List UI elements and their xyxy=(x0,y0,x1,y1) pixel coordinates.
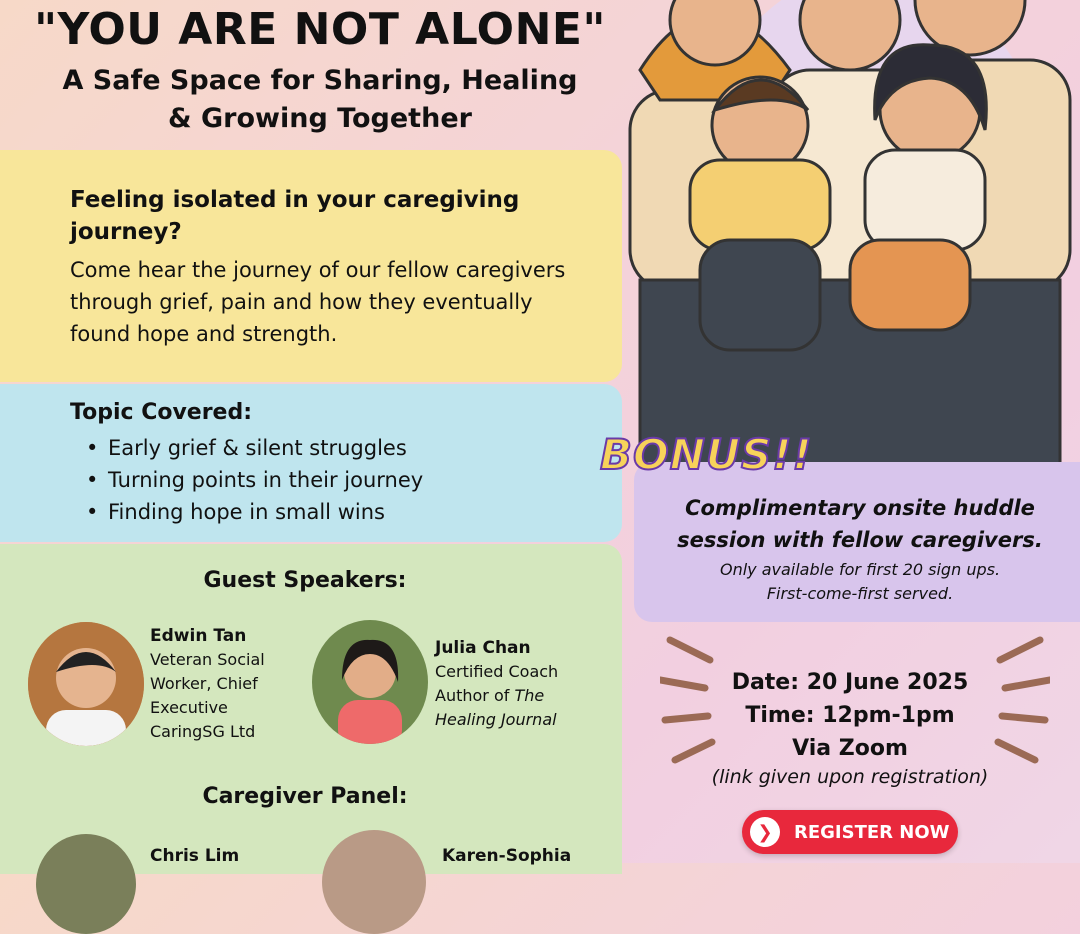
panelist-name: Chris Lim xyxy=(150,846,240,866)
list-item: • Finding hope in small wins xyxy=(86,496,423,528)
speaker-name: Edwin Tan xyxy=(150,626,247,646)
speaker-role: Veteran Social Worker, Chief Executive CaringSG Ltd xyxy=(150,650,265,741)
caregiver-panel-heading: Caregiver Panel: xyxy=(202,784,408,809)
panelist-name: Karen-Sophia xyxy=(442,846,572,866)
avatar-chris-lim xyxy=(36,834,136,934)
family-illustration xyxy=(620,0,1080,470)
bonus-description: Complimentary onsite huddle session with fellow caregivers. xyxy=(677,496,1043,552)
speaker-name: Julia Chan xyxy=(435,638,531,658)
avatar-julia-chan xyxy=(312,620,428,744)
avatar-karen-sophia xyxy=(322,830,426,934)
list-item: • Early grief & silent struggles xyxy=(86,432,423,464)
register-button-label: REGISTER NOW xyxy=(794,821,950,843)
speaker-role: Certified Coach Author of The Healing Journal xyxy=(435,662,559,729)
event-venue: Via Zoom xyxy=(792,736,908,761)
chevron-right-icon: ❯ xyxy=(750,817,780,847)
page-title: "YOU ARE NOT ALONE" xyxy=(34,4,606,55)
topics-heading: Topic Covered: xyxy=(70,400,253,425)
topics-list xyxy=(86,432,423,528)
avatar-edwin-tan xyxy=(28,622,144,746)
event-time: Time: 12pm-1pm xyxy=(745,703,955,728)
guest-speakers-heading: Guest Speakers: xyxy=(203,568,407,593)
event-details xyxy=(660,666,1040,765)
list-item: • Turning points in their journey xyxy=(86,464,423,496)
bonus-note: Only available for first 20 sign ups. First-come-first served. xyxy=(719,560,1001,603)
event-date: Date: 20 June 2025 xyxy=(731,670,969,695)
event-note: (link given upon registration) xyxy=(711,766,989,788)
bonus-label: BONUS!! xyxy=(600,430,813,479)
register-now-button[interactable] xyxy=(742,810,958,854)
intro-question: Feeling isolated in your caregiving journey? xyxy=(70,187,520,245)
intro-body: Come hear the journey of our fellow caregivers through grief, pain and how they eventually found hope and strength. xyxy=(70,258,566,346)
page-subtitle: A Safe Space for Sharing, Healing & Growing Together xyxy=(62,65,578,134)
